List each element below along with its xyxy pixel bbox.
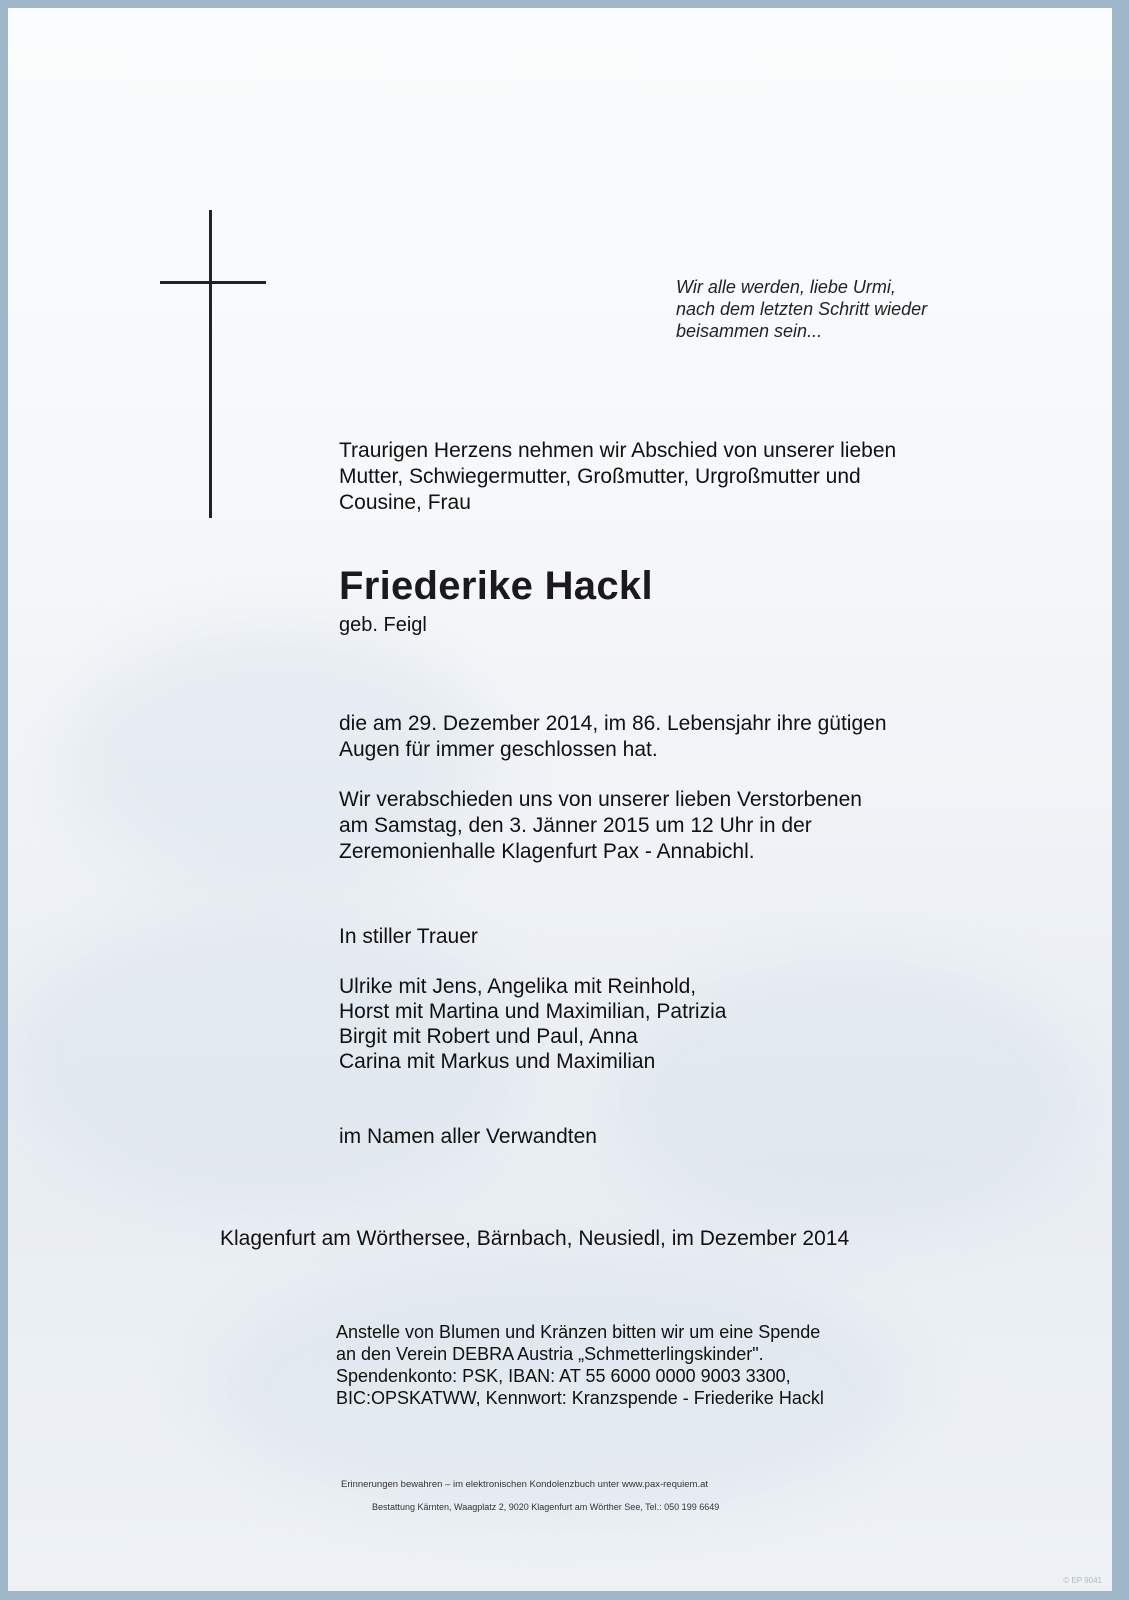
quote: Wir alle werden, liebe Urmi, nach dem letzten Schritt wieder beisammen sein... (676, 277, 928, 341)
document-code: © EP 9041 (1063, 1576, 1102, 1585)
list-item: Birgit mit Robert und Paul, Anna (339, 1025, 638, 1048)
footer-address: Bestattung Kärnten, Waagplatz 2, 9020 Klagenfurt am Wörther See, Tel.: 050 199 6649 (372, 1502, 720, 1512)
footer-condolence: Erinnerungen bewahren – im elektronischen Kondolenzbuch unter www.pax-requiem.at (341, 1479, 709, 1490)
donation-text: Anstelle von Blumen und Kränzen bitten wir um eine Spende an den Verein DEBRA Austria „Schmetterlingskinder". Spendenkonto: PSK, IBAN: AT 55 6000 0000 9003 3300, BIC:OPSKATWW, Kennwort: Kranzspende - Friederike Hackl (336, 1322, 824, 1408)
intro-text: Traurigen Herzens nehmen wir Abschied von unserer lieben Mutter, Schwiegermutter, Großmutter, Urgroßmutter und Cousine, Frau (339, 439, 897, 514)
death-text: die am 29. Dezember 2014, im 86. Lebensjahr ihre gütigen Augen für immer geschlossen hat. (339, 712, 887, 761)
obituary-page (8, 8, 1112, 1591)
birth-name: geb. Feigl (339, 614, 427, 636)
family-list (339, 974, 726, 1074)
cross-icon-vertical (209, 210, 212, 518)
service-text: Wir verabschieden uns von unserer lieben Verstorbenen am Samstag, den 3. Jänner 2015 um 12 Uhr in der Zeremonienhalle Klagenfurt Pax - Annabichl. (339, 788, 862, 863)
deceased-name: Friederike Hackl (339, 564, 653, 608)
mourning-heading: In stiller Trauer (339, 925, 478, 948)
list-item: Carina mit Markus und Maximilian (339, 1050, 656, 1073)
place-date: Klagenfurt am Wörthersee, Bärnbach, Neusiedl, im Dezember 2014 (220, 1227, 850, 1250)
list-item: Horst mit Martina und Maximilian, Patrizia (339, 1000, 727, 1023)
cross-icon-horizontal (160, 281, 266, 284)
list-item: Ulrike mit Jens, Angelika mit Reinhold, (339, 975, 697, 998)
relatives-text: im Namen aller Verwandten (339, 1125, 597, 1148)
